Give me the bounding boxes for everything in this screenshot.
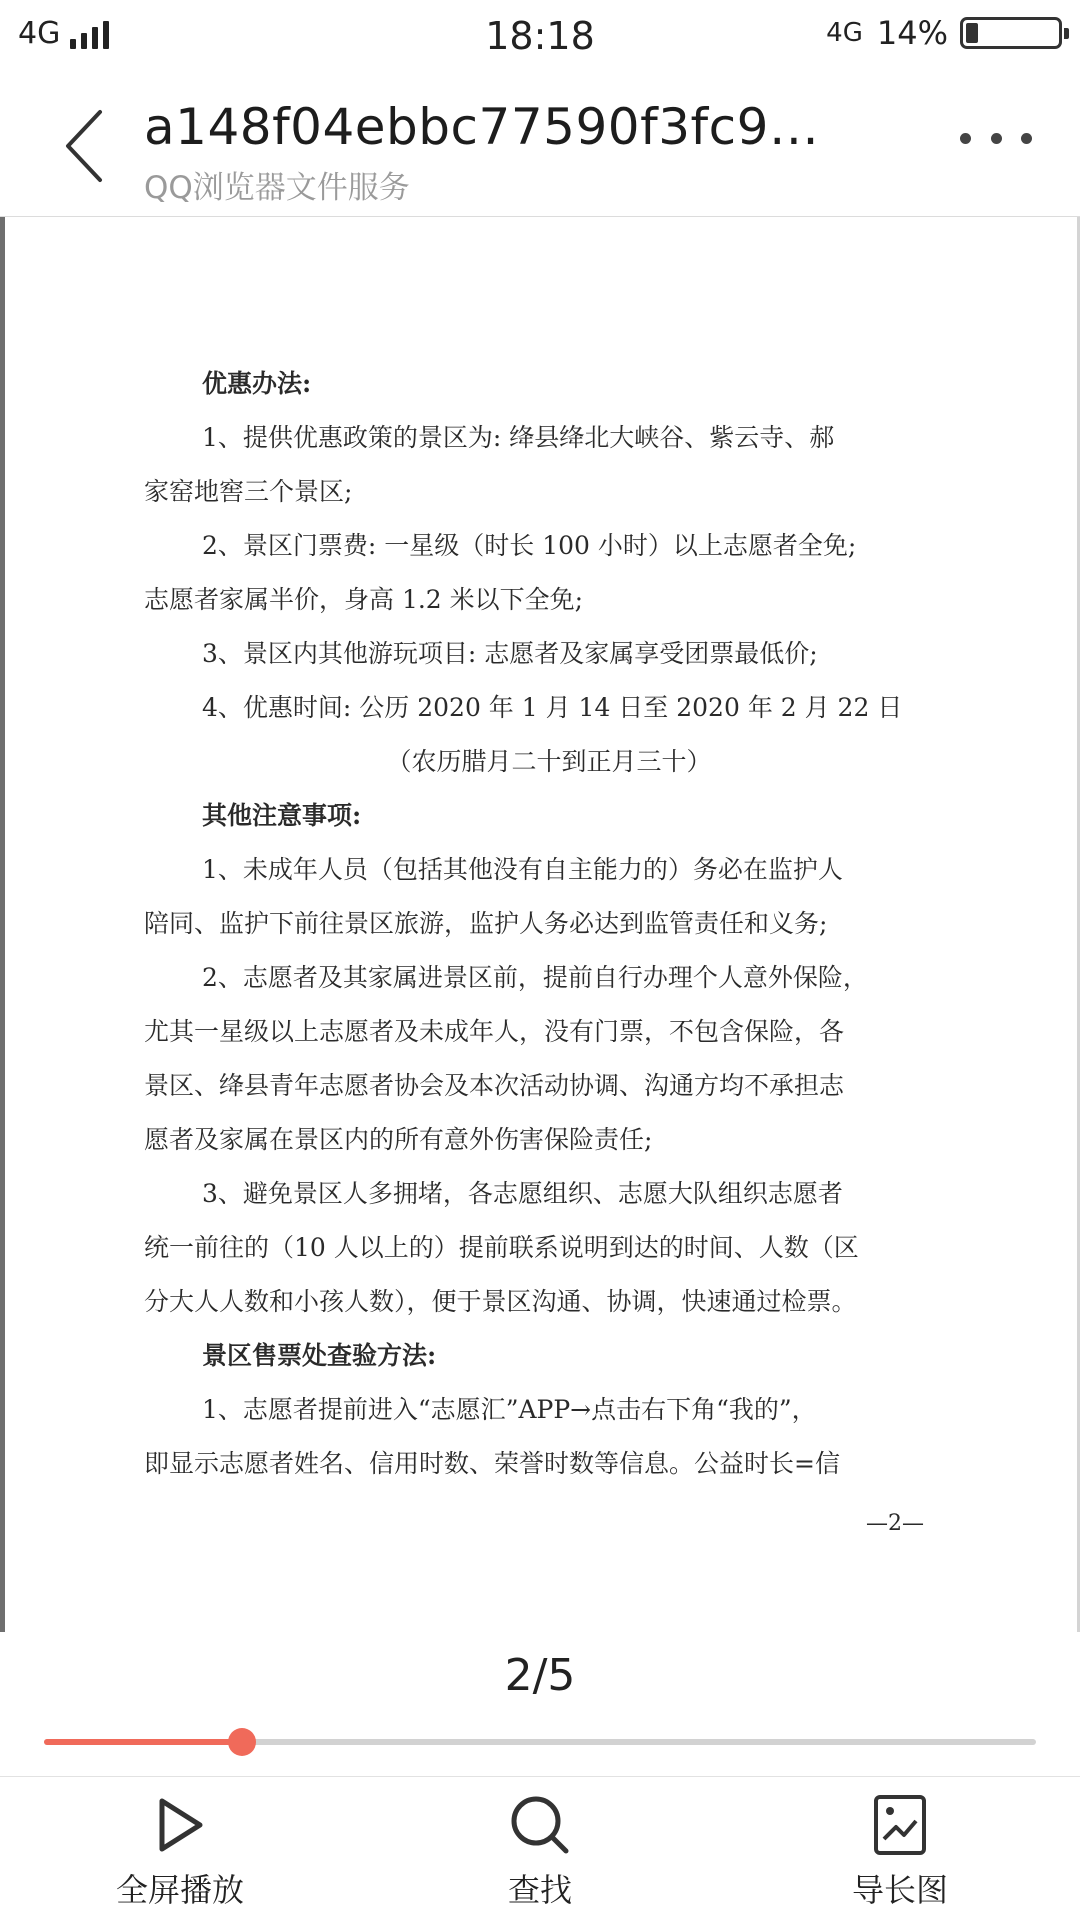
fullscreen-label: 全屏播放 [115, 1871, 244, 1909]
doc-line: 家窑地窖三个景区; [144, 477, 353, 506]
doc-line: 4、优惠时间: 公历 2020 年 1 月 14 日至 2020 年 2 月 22 日 [202, 693, 903, 722]
doc-line: 愿者及家属在景区内的所有意外伤害保险责任; [144, 1125, 653, 1154]
doc-line: 2、景区门票费: 一星级（时长 100 小时）以上志愿者全免; [202, 531, 857, 560]
doc-line: 统一前往的（10 人以上的）提前联系说明到达的时间、人数（区 [144, 1233, 859, 1262]
page-slider[interactable] [44, 1736, 1036, 1748]
clock: 18:18 [485, 14, 595, 58]
long-image-icon [868, 1793, 932, 1857]
doc-line: 陪同、监护下前往景区旅游，监护人务必达到监管责任和义务; [144, 909, 828, 938]
back-button[interactable] [60, 106, 120, 186]
slider-progress [44, 1739, 242, 1745]
document-viewer[interactable] [0, 217, 1080, 1632]
section-heading: 优惠办法: [202, 369, 312, 398]
search-icon [508, 1793, 572, 1857]
bottom-toolbar [0, 1776, 1080, 1921]
doc-line: 1、提供优惠政策的景区为: 绛县绛北大峡谷、紫云寺、郝 [202, 423, 835, 452]
back-chevron-icon [60, 106, 120, 186]
slider-thumb[interactable] [228, 1728, 256, 1756]
doc-line: （农历腊月二十到正月三十） [386, 747, 712, 776]
status-bar [0, 0, 1080, 76]
doc-line: 1、未成年人员（包括其他没有自主能力的）务必在监护人 [202, 855, 843, 884]
data-network-label: 4G [826, 18, 863, 48]
file-title: a148f04ebbc77590f3fc9… [144, 98, 820, 156]
doc-line: 2、志愿者及其家属进景区前，提前自行办理个人意外保险， [202, 963, 868, 992]
more-dots-icon [960, 133, 971, 144]
app-header [0, 76, 1080, 217]
export-long-image-button[interactable] [780, 1793, 1020, 1911]
doc-line: 尤其一星级以上志愿者及未成年人，没有门票，不包含保险，各 [144, 1017, 845, 1046]
page-number: —2— [866, 1511, 924, 1536]
find-label: 查找 [507, 1871, 572, 1909]
doc-line: 分大人人数和小孩人数），便于景区沟通、协调，快速通过检票。 [144, 1287, 857, 1316]
doc-line: 志愿者家属半价，身高 1.2 米以下全免; [144, 585, 584, 614]
data-network-icon [826, 20, 863, 46]
battery-percent: 14% [876, 14, 948, 52]
section-heading: 景区售票处查验方法: [202, 1341, 437, 1370]
doc-line: 即显示志愿者姓名、信用时数、荣誉时数等信息。公益时长=信 [144, 1449, 840, 1478]
find-button[interactable] [420, 1793, 660, 1911]
battery-icon [960, 17, 1062, 49]
play-icon [150, 1793, 210, 1857]
page-indicator: 2/5 [504, 1650, 576, 1701]
file-subtitle: QQ浏览器文件服务 [144, 170, 410, 206]
export-label: 导长图 [851, 1871, 948, 1909]
more-button[interactable] [960, 128, 1032, 148]
section-heading: 其他注意事项: [202, 801, 362, 830]
document-page [144, 357, 944, 1551]
doc-line: 景区、绛县青年志愿者协会及本次活动协调、沟通方均不承担志 [144, 1071, 845, 1100]
status-right [826, 14, 1062, 52]
doc-line: 3、避免景区人多拥堵，各志愿组织、志愿大队组织志愿者 [202, 1179, 843, 1208]
doc-line: 3、景区内其他游玩项目: 志愿者及家属享受团票最低价; [202, 639, 818, 668]
network-type-label: 4G [18, 16, 61, 51]
fullscreen-button[interactable] [60, 1793, 300, 1911]
doc-line: 1、志愿者提前进入“志愿汇”APP→点击右下角“我的”， [202, 1395, 817, 1424]
